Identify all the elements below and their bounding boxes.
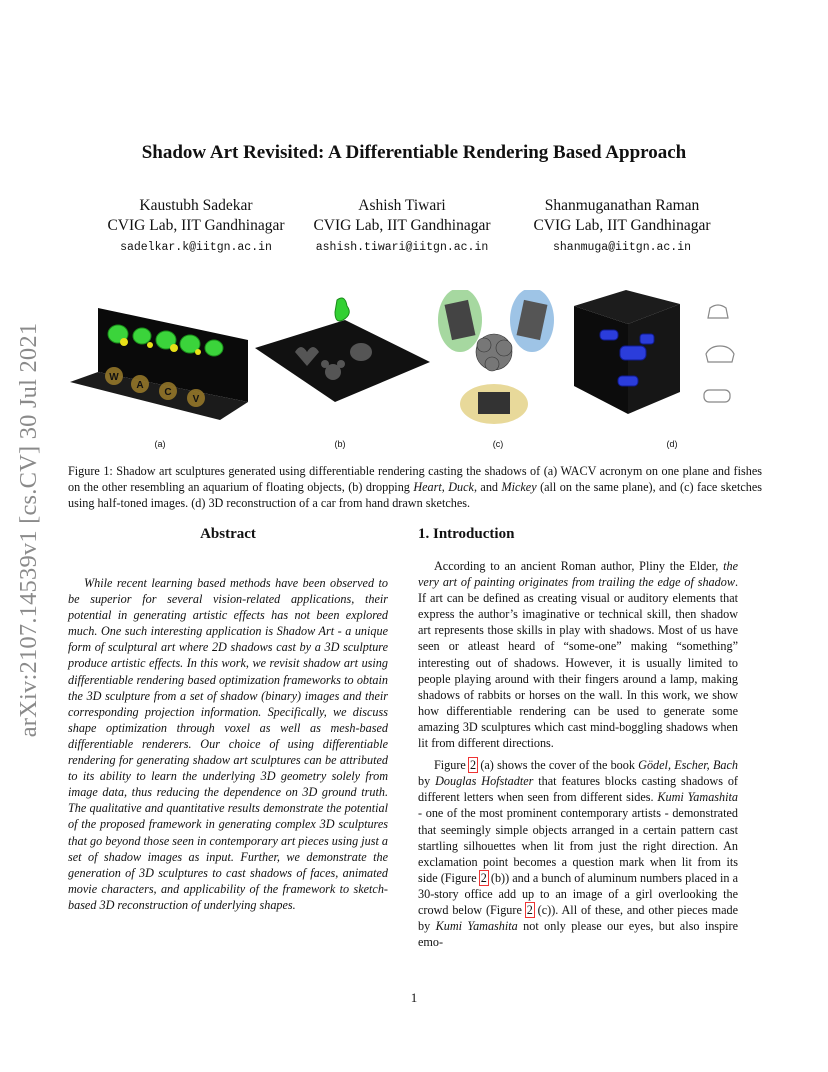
author-2 bbox=[282, 196, 522, 258]
figure-panel-b bbox=[255, 290, 430, 420]
arxiv-stamp: arXiv:2107.14539v1 [cs.CV] 30 Jul 2021 bbox=[15, 322, 42, 738]
figure-sublabel-b: (b) bbox=[334, 439, 346, 449]
figure-caption: Figure 1: Shadow art sculptures generated using differentiable rendering casting the shadows of (a) WACV acronym on one plane and fishes on the other resembling an aquarium of floating objects, (b) dropping Heart, Duck, and Mickey (all on the same plane), and (c) face sketches using half-toned images. (d) 3D reconstruction of a car from hand drawn sketches. bbox=[68, 464, 763, 510]
author-email[interactable]: shanmuga@iitgn.ac.in bbox=[552, 241, 692, 254]
page-number: 1 bbox=[410, 990, 418, 1005]
author-name: Kaustubh Sadekar bbox=[139, 197, 253, 214]
abstract-heading: Abstract bbox=[200, 526, 256, 542]
figure-ref-link[interactable]: 2 bbox=[526, 902, 533, 917]
figure-sublabel-c: (c) bbox=[492, 439, 504, 449]
intro-paragraph-1: According to an ancient Roman author, Pliny the Elder, the very art of painting originates from trailing the edge of shadow. If art can be defined as creating visual or auditory elements that express the author’s imaginative or technical skill, then shadow art represents those skills in play with shadows. Most of us have seen or atleast heard of “some-one” making “something” interesting out of shadows. However, it is usually limited to people playing around with their fingers around a lamp, making shadows of rabbits or horses on the wall. In this work, we show how differentiable rendering can be used to generate some amazing 3D sculptures which cast mind-boggling shadows when lit from different directions. bbox=[418, 559, 738, 751]
wacv-letter: C bbox=[164, 387, 172, 398]
figure-panel-a bbox=[70, 290, 248, 420]
intro-body bbox=[418, 558, 738, 950]
figure-panel-d bbox=[570, 290, 740, 430]
figure-ref-link[interactable]: 2 bbox=[480, 870, 487, 885]
intro-heading: 1. Introduction bbox=[418, 526, 515, 542]
author-name: Shanmuganathan Raman bbox=[544, 197, 700, 214]
author-affiliation: CVIG Lab, IIT Gandhinagar bbox=[313, 217, 491, 234]
intro-paragraph-2: Figure 2 (a) shows the cover of the book Gödel, Escher, Bach by Douglas Hofstadter that features blocks casting shadows of different letters when seen from different sides. Kumi Yamashita - one of the most prominent contemporary artists - demonstrated that seemingly simple objects arranged in a certain pattern cast startling silhouettes when lit from just the right direction. An exclamation point becomes a question mark when lit from its side (Figure 2 (b)) and a bunch of aluminum numbers placed in a 30-story office add up to an image of a girl overlooking the crowd below (Figure 2 (c)). All of these, and other pieces made by Kumi Yamashita not only please our eyes, but also inspire emo- bbox=[418, 758, 738, 950]
wacv-letter: A bbox=[136, 380, 144, 391]
author-email[interactable]: ashish.tiwari@iitgn.ac.in bbox=[315, 241, 489, 254]
wacv-letter: V bbox=[192, 394, 200, 405]
paper-title: Shadow Art Revisited: A Differentiable Rendering Based Approach bbox=[141, 142, 687, 163]
author-name: Ashish Tiwari bbox=[358, 197, 446, 214]
author-3 bbox=[502, 196, 742, 258]
author-1 bbox=[76, 196, 316, 258]
figure-panel-c bbox=[432, 290, 562, 430]
author-email[interactable]: sadelkar.k@iitgn.ac.in bbox=[120, 241, 272, 254]
figure-sublabel-d: (d) bbox=[666, 439, 678, 449]
figure-ref-link[interactable]: 2 bbox=[470, 758, 477, 773]
author-affiliation: CVIG Lab, IIT Gandhinagar bbox=[107, 217, 285, 234]
wacv-letter: W bbox=[109, 372, 119, 383]
abstract-body: While recent learning based methods have been observed to be superior for several vision-related applications, their potential in generating artistic effects has not been explored much. One such interesting application is Shadow Art - a unique form of sculptural art where 2D shadows cast by a 3D sculpture produce artistic effects. In this work, we revisit shadow art using differentiable rendering based optimization frameworks to obtain the 3D sculpture from a set of shadow (binary) images and their corresponding projection information. Specifically, we discuss shape optimization through voxel as well as mesh-based differentiable renderers. Our choice of using differentiable rendering for generating shadow art sculptures can be attributed to its ability to learn the underlying 3D geometry solely from image data, thus reducing the dependence on 3D ground truth. The qualitative and quantitative results demonstrate the potential of the proposed framework in generating complex 3D sculptures that go beyond those seen in contemporary art pieces using just a set of shadow images as input. Further, we demonstrate the generation of 3D sculptures to cast shadows of faces, animated movie characters, and applicability of the framework to sketch-based 3D reconstruction of underlying shapes. bbox=[68, 576, 388, 912]
figure-sublabel-a: (a) bbox=[154, 439, 166, 449]
author-affiliation: CVIG Lab, IIT Gandhinagar bbox=[533, 217, 711, 234]
